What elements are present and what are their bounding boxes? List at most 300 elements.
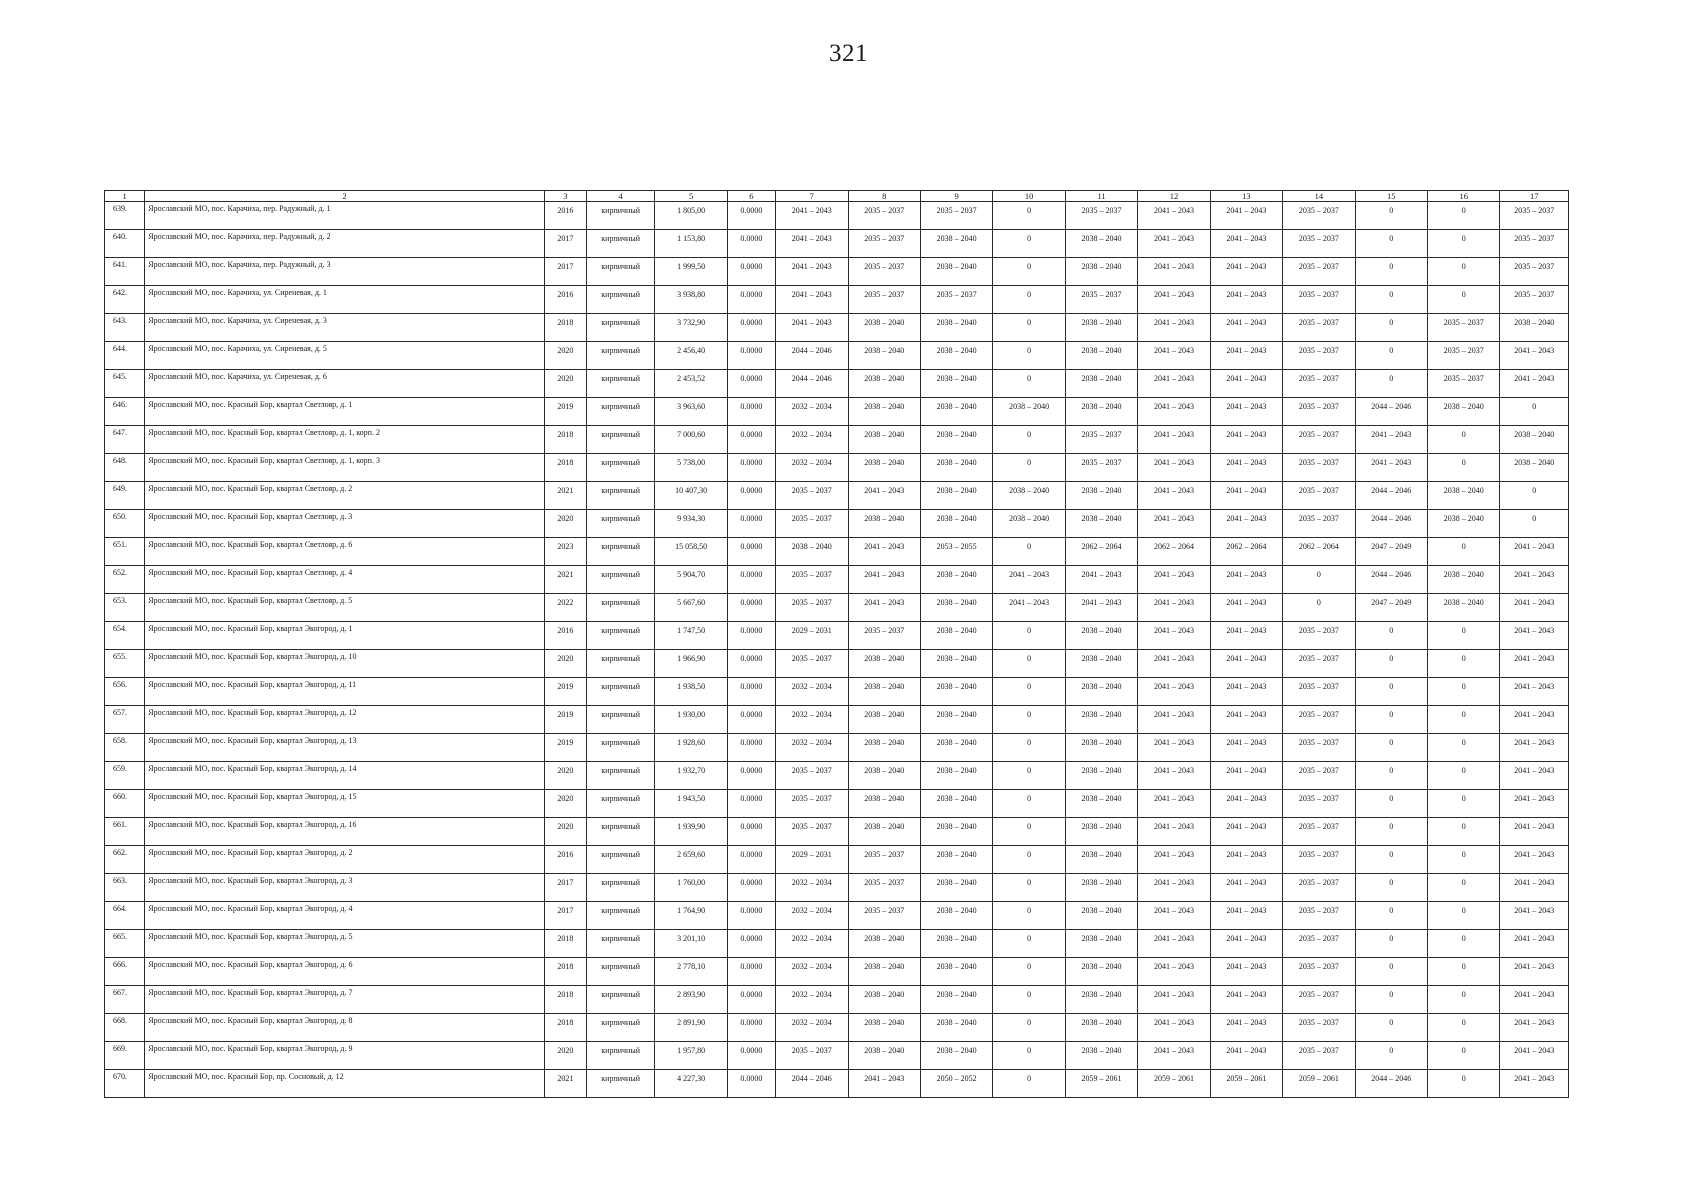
table-cell: 2038 – 2040 [848, 510, 920, 538]
table-cell: 2038 – 2040 [1500, 454, 1569, 482]
table-row [105, 650, 1569, 678]
table-cell: 2041 – 2043 [1138, 230, 1210, 258]
table-cell: кирпичный [586, 790, 654, 818]
table-cell: 2 453,52 [655, 370, 727, 398]
table-cell: 0 [1428, 902, 1500, 930]
row-number: 667. [105, 986, 145, 1014]
table-cell: 2041 – 2043 [1210, 846, 1282, 874]
table-cell: 2041 – 2043 [1138, 426, 1210, 454]
table-cell: 2018 [544, 314, 586, 342]
table-cell: 2041 – 2043 [776, 202, 848, 230]
table-cell: 2041 – 2043 [1500, 818, 1569, 846]
table-row [105, 678, 1569, 706]
table-cell: 2 778,10 [655, 958, 727, 986]
table-cell: 2035 – 2037 [848, 202, 920, 230]
table-cell: 2062 – 2064 [1210, 538, 1282, 566]
table-cell: 2041 – 2043 [1138, 678, 1210, 706]
table-cell: 2038 – 2040 [920, 482, 992, 510]
table-cell: 2038 – 2040 [1065, 706, 1137, 734]
table-cell: 2041 – 2043 [1500, 370, 1569, 398]
table-cell: 2041 – 2043 [1500, 650, 1569, 678]
table-cell: 2020 [544, 370, 586, 398]
table-cell: 2035 – 2037 [1283, 930, 1355, 958]
table-cell: кирпичный [586, 874, 654, 902]
row-number: 659. [105, 762, 145, 790]
table-cell: 0 [1355, 286, 1427, 314]
table-row [105, 398, 1569, 426]
table-cell: 2029 – 2031 [776, 622, 848, 650]
table-cell: 2041 – 2043 [1210, 594, 1282, 622]
address-cell: Ярославский МО, пос. Красный Бор, квартал Светлояр, д. 2 [145, 482, 544, 510]
table-cell: 2041 – 2043 [1138, 510, 1210, 538]
table-cell: 2038 – 2040 [920, 622, 992, 650]
table-row [105, 1070, 1569, 1098]
table-cell: 2041 – 2043 [1500, 790, 1569, 818]
table-cell: 2041 – 2043 [848, 538, 920, 566]
table-cell: 0 [1428, 818, 1500, 846]
table-row [105, 734, 1569, 762]
table-cell: 2035 – 2037 [1283, 342, 1355, 370]
table-cell: 2041 – 2043 [848, 594, 920, 622]
table-cell: 2032 – 2034 [776, 454, 848, 482]
table-cell: 0 [1428, 1070, 1500, 1098]
table-cell: 2041 – 2043 [1210, 1014, 1282, 1042]
table-cell: 2038 – 2040 [848, 650, 920, 678]
table-cell: 0.0000 [727, 874, 775, 902]
table-cell: 2035 – 2037 [776, 818, 848, 846]
table-cell: 2041 – 2043 [1138, 398, 1210, 426]
table-cell: 0 [1355, 1014, 1427, 1042]
address-cell: Ярославский МО, пос. Красный Бор, квартал Экогород, д. 6 [145, 958, 544, 986]
table-cell: 2035 – 2037 [848, 230, 920, 258]
table-cell: 0 [1355, 762, 1427, 790]
table-cell: 1 999,50 [655, 258, 727, 286]
table-cell: 0.0000 [727, 594, 775, 622]
table-cell: кирпичный [586, 510, 654, 538]
table-cell: 0 [993, 622, 1065, 650]
table-cell: 2041 – 2043 [1138, 930, 1210, 958]
table-cell: 1 928,60 [655, 734, 727, 762]
address-cell: Ярославский МО, пос. Красный Бор, квартал Экогород, д. 1 [145, 622, 544, 650]
table-cell: 2038 – 2040 [1428, 594, 1500, 622]
table-cell: 0 [1283, 566, 1355, 594]
table-cell: 2038 – 2040 [848, 790, 920, 818]
table-cell: 0 [1283, 594, 1355, 622]
table-cell: 2038 – 2040 [848, 398, 920, 426]
table-row [105, 594, 1569, 622]
table-cell: 0 [993, 538, 1065, 566]
table-cell: 2041 – 2043 [1500, 1042, 1569, 1070]
table-cell: 2035 – 2037 [1283, 314, 1355, 342]
table-cell: 9 934,30 [655, 510, 727, 538]
table-cell: 2041 – 2043 [1065, 594, 1137, 622]
table-cell: 2038 – 2040 [1065, 818, 1137, 846]
table-cell: 2041 – 2043 [1500, 622, 1569, 650]
table-cell: 0 [1428, 286, 1500, 314]
table-cell: 0.0000 [727, 958, 775, 986]
table-cell: 0 [1428, 1042, 1500, 1070]
table-cell: кирпичный [586, 230, 654, 258]
row-number: 649. [105, 482, 145, 510]
table-cell: 0 [1355, 902, 1427, 930]
table-cell: 2016 [544, 286, 586, 314]
table-cell: 0 [1428, 202, 1500, 230]
table-cell: 2018 [544, 426, 586, 454]
table-cell: кирпичный [586, 734, 654, 762]
table-cell: 2020 [544, 790, 586, 818]
table-cell: 2035 – 2037 [848, 622, 920, 650]
table-cell: 2041 – 2043 [1210, 566, 1282, 594]
table-cell: 2032 – 2034 [776, 426, 848, 454]
table-cell: 2029 – 2031 [776, 846, 848, 874]
address-cell: Ярославский МО, пос. Красный Бор, квартал Экогород, д. 10 [145, 650, 544, 678]
table-cell: 2022 [544, 594, 586, 622]
table-cell: 2044 – 2046 [776, 342, 848, 370]
table-cell: 2035 – 2037 [1065, 202, 1137, 230]
table-cell: 2041 – 2043 [1138, 258, 1210, 286]
table-cell: 0.0000 [727, 678, 775, 706]
table-row [105, 958, 1569, 986]
table-cell: 0 [993, 202, 1065, 230]
table-cell: 2035 – 2037 [1283, 1042, 1355, 1070]
table-cell: 2041 – 2043 [1210, 258, 1282, 286]
table-cell: 2038 – 2040 [776, 538, 848, 566]
table-cell: 2017 [544, 902, 586, 930]
table-cell: 0.0000 [727, 454, 775, 482]
column-header-15: 15 [1355, 191, 1427, 202]
table-cell: 2041 – 2043 [1210, 426, 1282, 454]
table-row [105, 342, 1569, 370]
table-cell: 2038 – 2040 [848, 958, 920, 986]
table-cell: 0 [1428, 622, 1500, 650]
address-cell: Ярославский МО, пос. Красный Бор, квартал Светлояр, д. 1, корп. 2 [145, 426, 544, 454]
table-cell: 2032 – 2034 [776, 958, 848, 986]
table-cell: 2041 – 2043 [1500, 1070, 1569, 1098]
row-number: 657. [105, 706, 145, 734]
table-cell: 2035 – 2037 [848, 286, 920, 314]
table-cell: 0 [1428, 538, 1500, 566]
table-cell: 0.0000 [727, 314, 775, 342]
table-cell: 1 760,00 [655, 874, 727, 902]
table-cell: 2038 – 2040 [1065, 1014, 1137, 1042]
table-cell: кирпичный [586, 958, 654, 986]
table-cell: 2041 – 2043 [1210, 650, 1282, 678]
table-cell: 2032 – 2034 [776, 678, 848, 706]
table-cell: 4 227,30 [655, 1070, 727, 1098]
table-cell: 0.0000 [727, 342, 775, 370]
table-cell: 2035 – 2037 [848, 874, 920, 902]
table-row [105, 706, 1569, 734]
table-cell: 2059 – 2061 [1283, 1070, 1355, 1098]
table-cell: 2041 – 2043 [1138, 874, 1210, 902]
table-cell: 2041 – 2043 [1210, 454, 1282, 482]
table-cell: 0 [1500, 398, 1569, 426]
table-cell: 2032 – 2034 [776, 902, 848, 930]
table-row [105, 202, 1569, 230]
table-cell: 2041 – 2043 [848, 566, 920, 594]
table-cell: 2032 – 2034 [776, 930, 848, 958]
address-cell: Ярославский МО, пос. Красный Бор, квартал Экогород, д. 9 [145, 1042, 544, 1070]
table-cell: 0 [993, 286, 1065, 314]
table-cell: 2044 – 2046 [776, 370, 848, 398]
table-cell: кирпичный [586, 762, 654, 790]
table-cell: 2017 [544, 258, 586, 286]
table-cell: 2019 [544, 678, 586, 706]
table-cell: 0 [1355, 846, 1427, 874]
table-cell: 2038 – 2040 [848, 930, 920, 958]
table-row [105, 818, 1569, 846]
table-cell: 10 407,30 [655, 482, 727, 510]
table-cell: 2035 – 2037 [776, 566, 848, 594]
table-cell: 2016 [544, 846, 586, 874]
table-cell: 2035 – 2037 [1283, 510, 1355, 538]
table-cell: 2035 – 2037 [1283, 986, 1355, 1014]
table-cell: 0 [1355, 342, 1427, 370]
address-cell: Ярославский МО, пос. Красный Бор, квартал Светлояр, д. 1 [145, 398, 544, 426]
table-cell: 2041 – 2043 [1500, 538, 1569, 566]
table-cell: 2038 – 2040 [993, 398, 1065, 426]
table-row [105, 1014, 1569, 1042]
table-cell: 0.0000 [727, 230, 775, 258]
row-number: 666. [105, 958, 145, 986]
table-cell: 3 732,90 [655, 314, 727, 342]
table-cell: 2041 – 2043 [1210, 874, 1282, 902]
table-cell: 2038 – 2040 [920, 902, 992, 930]
table-cell: 0.0000 [727, 482, 775, 510]
table-cell: 2035 – 2037 [776, 650, 848, 678]
table-cell: 2053 – 2055 [920, 538, 992, 566]
table-cell: 0 [1355, 370, 1427, 398]
table-cell: 2035 – 2037 [1283, 426, 1355, 454]
table-cell: 2035 – 2037 [1500, 286, 1569, 314]
table-cell: 2035 – 2037 [1283, 230, 1355, 258]
table-cell: 2035 – 2037 [776, 790, 848, 818]
table-cell: 2018 [544, 986, 586, 1014]
table-cell: 0 [993, 370, 1065, 398]
table-cell: 2038 – 2040 [848, 314, 920, 342]
table-cell: 0 [1355, 734, 1427, 762]
table-cell: 2041 – 2043 [1500, 986, 1569, 1014]
address-cell: Ярославский МО, пос. Красный Бор, квартал Экогород, д. 13 [145, 734, 544, 762]
table-cell: 2041 – 2043 [1210, 622, 1282, 650]
address-cell: Ярославский МО, пос. Карачиха, пер. Радужный, д. 3 [145, 258, 544, 286]
row-number: 665. [105, 930, 145, 958]
address-cell: Ярославский МО, пос. Красный Бор, квартал Светлояр, д. 6 [145, 538, 544, 566]
table-cell: 2017 [544, 874, 586, 902]
table-cell: 2038 – 2040 [1428, 482, 1500, 510]
housing-register-table [104, 190, 1569, 1098]
row-number: 645. [105, 370, 145, 398]
table-cell: 2041 – 2043 [1210, 762, 1282, 790]
table-cell: 2038 – 2040 [1065, 370, 1137, 398]
table-cell: 2021 [544, 566, 586, 594]
table-cell: 3 963,60 [655, 398, 727, 426]
table-cell: кирпичный [586, 930, 654, 958]
table-cell: кирпичный [586, 482, 654, 510]
table-cell: 2041 – 2043 [1210, 510, 1282, 538]
table-cell: 0 [993, 426, 1065, 454]
table-cell: 2020 [544, 818, 586, 846]
table-cell: 2020 [544, 510, 586, 538]
table-cell: 2038 – 2040 [848, 1014, 920, 1042]
table-cell: 2041 – 2043 [1355, 454, 1427, 482]
table-cell: кирпичный [586, 370, 654, 398]
table-cell: 2041 – 2043 [1500, 594, 1569, 622]
table-cell: 2047 – 2049 [1355, 538, 1427, 566]
table-cell: 5 904,70 [655, 566, 727, 594]
table-cell: 2020 [544, 342, 586, 370]
table-row [105, 790, 1569, 818]
table-cell: 2038 – 2040 [848, 342, 920, 370]
table-row [105, 874, 1569, 902]
table-cell: 2038 – 2040 [920, 930, 992, 958]
address-cell: Ярославский МО, пос. Карачиха, ул. Сиреневая, д. 1 [145, 286, 544, 314]
table-cell: 0 [993, 678, 1065, 706]
row-number: 668. [105, 1014, 145, 1042]
table-cell: 2041 – 2043 [1500, 958, 1569, 986]
header-row [105, 191, 1569, 202]
table-cell: 2041 – 2043 [1138, 986, 1210, 1014]
table-cell: 2041 – 2043 [1210, 790, 1282, 818]
table-cell: 2038 – 2040 [1065, 902, 1137, 930]
address-cell: Ярославский МО, пос. Карачиха, ул. Сиреневая, д. 6 [145, 370, 544, 398]
table-cell: 2041 – 2043 [1210, 398, 1282, 426]
row-number: 670. [105, 1070, 145, 1098]
table-cell: 2038 – 2040 [1065, 258, 1137, 286]
table-cell: 5 738,00 [655, 454, 727, 482]
table-cell: 2041 – 2043 [1138, 650, 1210, 678]
table-cell: 2038 – 2040 [920, 762, 992, 790]
table-cell: 0.0000 [727, 986, 775, 1014]
row-number: 642. [105, 286, 145, 314]
table-cell: 2059 – 2061 [1065, 1070, 1137, 1098]
row-number: 653. [105, 594, 145, 622]
table-cell: 2041 – 2043 [776, 314, 848, 342]
table-cell: 2035 – 2037 [1283, 790, 1355, 818]
column-header-12: 12 [1138, 191, 1210, 202]
table-cell: 2038 – 2040 [920, 426, 992, 454]
table-cell: кирпичный [586, 314, 654, 342]
table-cell: 2035 – 2037 [776, 762, 848, 790]
table-cell: 2062 – 2064 [1283, 538, 1355, 566]
row-number: 662. [105, 846, 145, 874]
column-header-8: 8 [848, 191, 920, 202]
address-cell: Ярославский МО, пос. Красный Бор, квартал Экогород, д. 12 [145, 706, 544, 734]
table-cell: 2038 – 2040 [848, 426, 920, 454]
table-cell: 2047 – 2049 [1355, 594, 1427, 622]
column-header-9: 9 [920, 191, 992, 202]
table-cell: 0 [993, 706, 1065, 734]
table-cell: 2016 [544, 202, 586, 230]
table-cell: 2038 – 2040 [1428, 510, 1500, 538]
table-cell: 0 [993, 258, 1065, 286]
page-number: 321 [829, 40, 868, 67]
table-cell: 2032 – 2034 [776, 986, 848, 1014]
address-cell: Ярославский МО, пос. Красный Бор, пр. Сосновый, д. 12 [145, 1070, 544, 1098]
table-cell: 0 [993, 762, 1065, 790]
table-cell: 2038 – 2040 [1065, 510, 1137, 538]
table-cell: кирпичный [586, 566, 654, 594]
table-cell: 2041 – 2043 [1210, 286, 1282, 314]
table-cell: 2038 – 2040 [1065, 846, 1137, 874]
table-cell: 2 456,40 [655, 342, 727, 370]
table-cell: 2038 – 2040 [1065, 874, 1137, 902]
table-cell: 2019 [544, 734, 586, 762]
table-cell: 0 [1428, 958, 1500, 986]
table-cell: 2038 – 2040 [1065, 762, 1137, 790]
table-cell: 2035 – 2037 [848, 902, 920, 930]
table-cell: 2035 – 2037 [920, 286, 992, 314]
table-cell: кирпичный [586, 398, 654, 426]
table-cell: 0.0000 [727, 538, 775, 566]
table-cell: 0 [993, 342, 1065, 370]
table-cell: 2038 – 2040 [993, 482, 1065, 510]
table-cell: 0 [1428, 426, 1500, 454]
table-cell: 2035 – 2037 [1283, 706, 1355, 734]
table-cell: 2 659,60 [655, 846, 727, 874]
table-cell: 2038 – 2040 [920, 846, 992, 874]
table-cell: 0 [1500, 482, 1569, 510]
column-header-5: 5 [655, 191, 727, 202]
table-cell: 0.0000 [727, 202, 775, 230]
table-cell: 2038 – 2040 [993, 510, 1065, 538]
table-row [105, 370, 1569, 398]
table-cell: 2059 – 2061 [1138, 1070, 1210, 1098]
table-cell: 2021 [544, 482, 586, 510]
table-cell: 2038 – 2040 [848, 706, 920, 734]
row-number: 641. [105, 258, 145, 286]
table-cell: 2038 – 2040 [920, 398, 992, 426]
table-cell: 2062 – 2064 [1138, 538, 1210, 566]
table-cell: 2038 – 2040 [920, 734, 992, 762]
table-cell: 2035 – 2037 [776, 510, 848, 538]
table-cell: 2041 – 2043 [1138, 286, 1210, 314]
table-cell: 2050 – 2052 [920, 1070, 992, 1098]
table-cell: 2038 – 2040 [848, 454, 920, 482]
table-cell: 2035 – 2037 [1283, 622, 1355, 650]
table-cell: 2035 – 2037 [1283, 482, 1355, 510]
table-cell: 2041 – 2043 [1138, 958, 1210, 986]
table-cell: 2038 – 2040 [920, 454, 992, 482]
table-cell: 2035 – 2037 [1283, 818, 1355, 846]
table-cell: 2038 – 2040 [1065, 622, 1137, 650]
table-cell: 2038 – 2040 [848, 678, 920, 706]
table-cell: 2041 – 2043 [1500, 902, 1569, 930]
table-cell: 2017 [544, 230, 586, 258]
row-number: 658. [105, 734, 145, 762]
table-cell: 3 201,10 [655, 930, 727, 958]
table-cell: 0.0000 [727, 510, 775, 538]
table-cell: 2021 [544, 1070, 586, 1098]
table-cell: 0 [1355, 930, 1427, 958]
row-number: 639. [105, 202, 145, 230]
column-header-17: 17 [1500, 191, 1569, 202]
address-cell: Ярославский МО, пос. Красный Бор, квартал Экогород, д. 2 [145, 846, 544, 874]
row-number: 663. [105, 874, 145, 902]
row-number: 647. [105, 426, 145, 454]
table-cell: 2041 – 2043 [776, 286, 848, 314]
row-number: 648. [105, 454, 145, 482]
table-cell: 2035 – 2037 [1283, 286, 1355, 314]
address-cell: Ярославский МО, пос. Красный Бор, квартал Экогород, д. 7 [145, 986, 544, 1014]
table-cell: 2041 – 2043 [1138, 342, 1210, 370]
table-cell: 0 [993, 902, 1065, 930]
table-cell: 2035 – 2037 [1065, 426, 1137, 454]
table-cell: 2038 – 2040 [1500, 426, 1569, 454]
table-cell: 2038 – 2040 [1065, 930, 1137, 958]
column-header-13: 13 [1210, 191, 1282, 202]
table-cell: 2032 – 2034 [776, 398, 848, 426]
